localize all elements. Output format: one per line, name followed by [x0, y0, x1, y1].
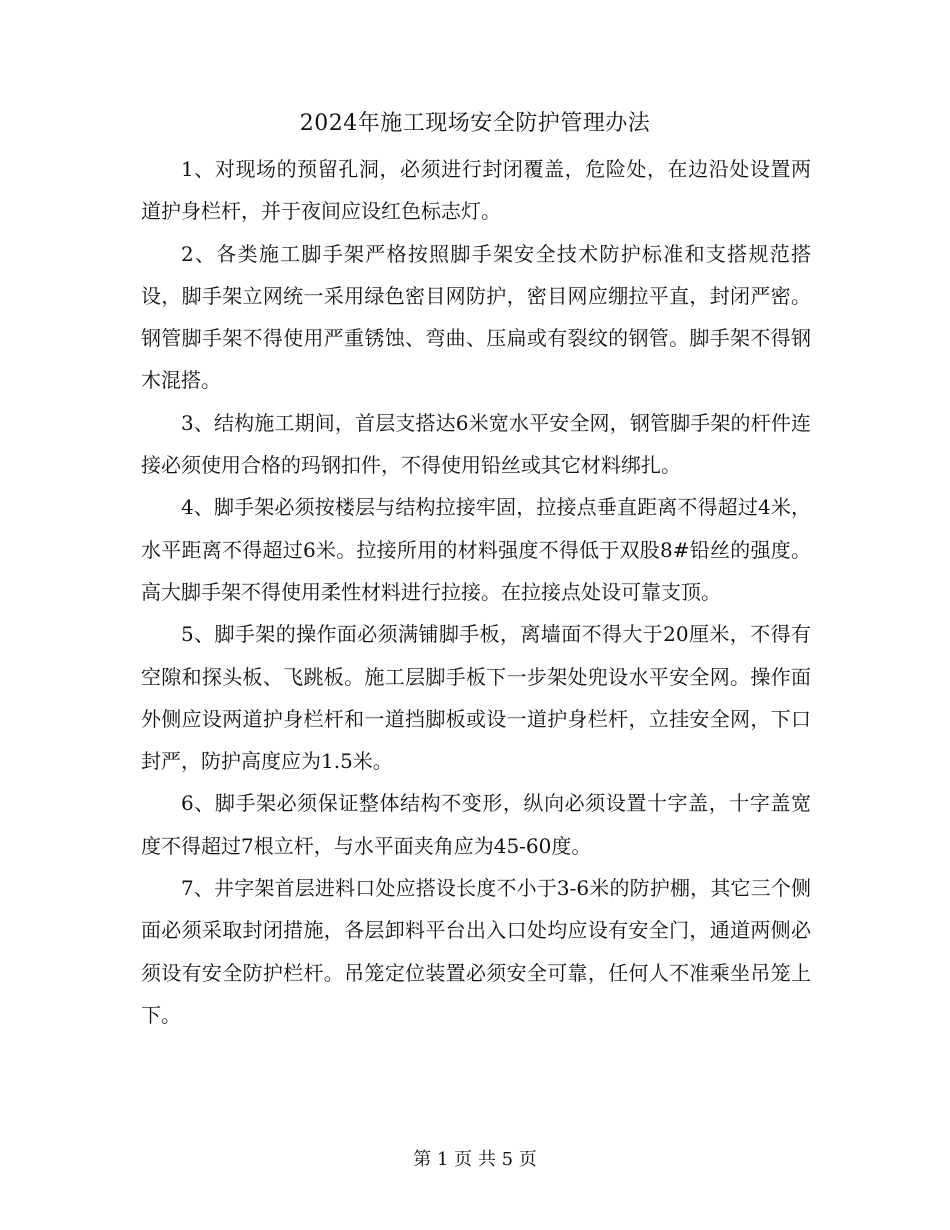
document-body — [141, 148, 811, 1036]
paragraph-6: 6、脚手架必须保证整体结构不变形，纵向必须设置十字盖，十字盖宽度不得超过7根立杆，与水平面夹角应为45-60度。 — [141, 791, 811, 858]
paragraph-4: 4、脚手架必须按楼层与结构拉接牢固，拉接点垂直距离不得超过4米，水平距离不得超过6米。拉接所用的材料强度不得低于双股8#铅丝的强度。高大脚手架不得使用柔性材料进行拉接。在拉接点处设可靠支顶。 — [141, 495, 811, 604]
page-footer: 第 1 页 共 5 页 — [413, 1149, 537, 1170]
paragraph-7: 7、井字架首层进料口处应搭设长度不小于3-6米的防护棚，其它三个侧面必须采取封闭措施，各层卸料平台出入口处均应设有安全门，通道两侧必须设有安全防护栏杆。吊笼定位装置必须安全可靠，任何人不准乘坐吊笼上下。 — [141, 876, 811, 1027]
paragraph-1: 1、对现场的预留孔洞，必须进行封闭覆盖，危险处，在边沿处设置两道护身栏杆，并于夜间应设红色标志灯。 — [141, 157, 811, 224]
paragraph-3: 3、结构施工期间，首层支搭达6米宽水平安全网，钢管脚手架的杆件连接必须使用合格的玛钢扣件，不得使用铅丝或其它材料绑扎。 — [141, 410, 811, 478]
paragraph-2: 2、各类施工脚手架严格按照脚手架安全技术防护标准和支搭规范搭设，脚手架立网统一采用绿色密目网防护，密目网应绷拉平直，封闭严密。钢管脚手架不得使用严重锈蚀、弯曲、压扁或有裂纹的钢管。脚手架不得钢木混搭。 — [141, 241, 811, 393]
document-title: 2024年施工现场安全防护管理办法 — [299, 111, 651, 136]
paragraph-5: 5、脚手架的操作面必须满铺脚手板，离墙面不得大于20厘米，不得有空隙和探头板、飞跳板。施工层脚手板下一步架处兜设水平安全网。操作面外侧应设两道护身栏杆和一道挡脚板或设一道护身栏杆，立挂安全网，下口封严，防护高度应为1.5米。 — [141, 622, 811, 774]
